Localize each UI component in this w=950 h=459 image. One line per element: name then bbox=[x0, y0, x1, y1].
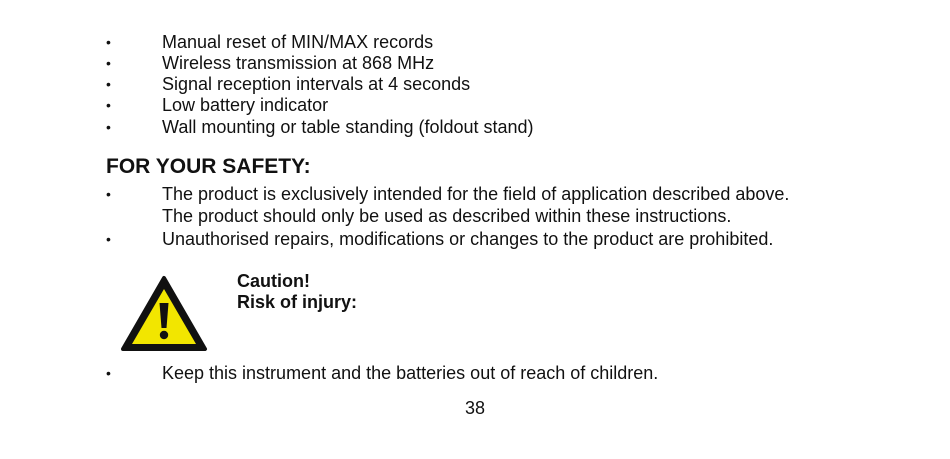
list-item bbox=[0, 184, 950, 205]
safety-text: Unauthorised repairs, modifications or changes to the product are prohibited. bbox=[162, 229, 774, 249]
bullet-icon: • bbox=[106, 55, 111, 71]
list-item bbox=[0, 74, 950, 95]
bullet-icon: • bbox=[106, 119, 111, 135]
caution-title: Caution! bbox=[237, 271, 310, 291]
bullet-icon: • bbox=[106, 97, 111, 113]
feature-text: Low battery indicator bbox=[162, 95, 329, 115]
warning-triangle-icon bbox=[120, 275, 208, 353]
list-item bbox=[0, 32, 950, 53]
page-number: 38 bbox=[464, 398, 486, 418]
feature-text: Wall mounting or table standing (foldout stand) bbox=[162, 117, 534, 137]
bullet-icon: • bbox=[106, 365, 111, 381]
bullet-icon: • bbox=[106, 76, 111, 92]
list-item-continuation bbox=[0, 206, 950, 227]
list-item bbox=[0, 229, 950, 250]
safety-text: The product should only be used as described within these instructions. bbox=[162, 206, 732, 226]
feature-text: Wireless transmission at 868 MHz bbox=[162, 53, 435, 73]
safety-text: The product is exclusively intended for the field of application described above. bbox=[162, 184, 790, 204]
list-item bbox=[0, 53, 950, 74]
list-item bbox=[0, 117, 950, 138]
caution-subtitle: Risk of injury: bbox=[237, 292, 358, 312]
bullet-icon: • bbox=[106, 186, 111, 202]
safety-heading: FOR YOUR SAFETY: bbox=[106, 155, 311, 178]
bullet-icon: • bbox=[106, 231, 111, 247]
list-item bbox=[0, 363, 950, 384]
feature-text: Signal reception intervals at 4 seconds bbox=[162, 74, 471, 94]
bullet-icon: • bbox=[106, 34, 111, 50]
list-item bbox=[0, 95, 950, 116]
feature-text: Manual reset of MIN/MAX records bbox=[162, 32, 434, 52]
children-note: Keep this instrument and the batteries out of reach of children. bbox=[162, 363, 659, 383]
